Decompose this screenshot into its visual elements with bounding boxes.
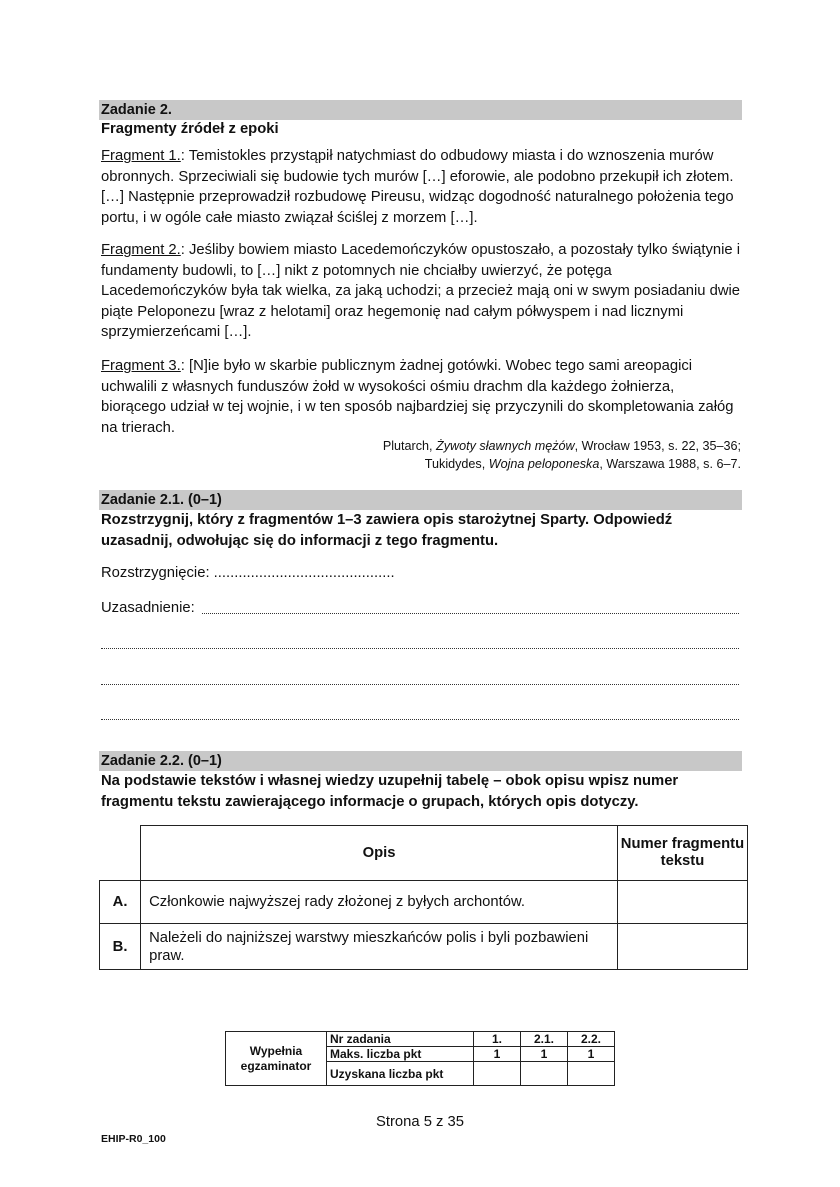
- fragment-label: Fragment 3.: [101, 358, 181, 374]
- source-rest: , Wrocław 1953, s. 22, 35–36;: [574, 439, 741, 453]
- justification-label: Uzasadnienie:: [101, 600, 195, 616]
- row-letter: B.: [100, 924, 141, 970]
- task22-header: Zadanie 2.2. (0–1): [99, 751, 742, 771]
- obtained-points-cell[interactable]: [521, 1062, 568, 1086]
- col-num-header: Numer fragmentu tekstu: [617, 826, 747, 881]
- table-row: [100, 881, 748, 924]
- fragment-text: : Jeśliby bowiem miasto Lacedemończyków opustoszało, a pozostały tylko świątynie i fundamenty budowli, to […] nikt z potomnych nie chciałby uwierzyć, że potęga Lacedemończyków była tak wielka, za jaką uchodzi; a przecież mają oni w swym posiadaniu dwie piąte Peloponezu [wraz z helotami] oraz hegemonię nad całym półwyspem i nad licznymi sprzymierzeńcami […].: [101, 242, 741, 341]
- max-points: 1: [521, 1047, 568, 1062]
- row-desc: Należeli do najniższej warstwy mieszkańców polis i byli pozbawieni praw.: [141, 924, 618, 970]
- page-number: Strona 5 z 35: [375, 1114, 464, 1130]
- obtained-points-cell[interactable]: [568, 1062, 615, 1086]
- justification-line-1[interactable]: [202, 611, 739, 614]
- decision-label: Rozstrzygnięcie:: [101, 565, 214, 581]
- task-number-label: Nr zadania: [327, 1032, 474, 1047]
- fragment-text: : [N]ie było w skarbie publicznym żadnej gotówki. Wobec tego sami areopagici uchwalili z własnych funduszów żołd w wysokości ośmiu drachm dla każdego żołnierza, biorącego udział w tej wojnie, i w ten sposób najbardziej się przyczynili do skompletowania załóg na trierach.: [101, 358, 734, 436]
- table-corner: [100, 826, 141, 881]
- max-points-label: Maks. liczba pkt: [327, 1047, 474, 1062]
- source-author: Tukidydes,: [424, 457, 489, 471]
- grader-label: Wypełnia egzaminator: [226, 1032, 327, 1086]
- task-number: 1.: [474, 1032, 521, 1047]
- grading-table: [225, 1031, 615, 1086]
- source-title: Wojna peloponeska: [488, 457, 600, 471]
- row-desc: Członkowie najwyższej rady złożonej z byłych archontów.: [141, 881, 618, 924]
- obtained-points-label: Uzyskana liczba pkt: [327, 1062, 474, 1086]
- decision-line[interactable]: [101, 563, 395, 583]
- row-letter: A.: [100, 881, 141, 924]
- fragment-1: [101, 146, 741, 228]
- source-1: [383, 437, 741, 455]
- task2-subtitle: Fragmenty źródeł z epoki: [101, 121, 279, 137]
- source-title: Żywoty sławnych mężów: [436, 439, 575, 453]
- obtained-points-cell[interactable]: [474, 1062, 521, 1086]
- fragment-label: Fragment 2.: [101, 242, 181, 258]
- max-points: 1: [568, 1047, 615, 1062]
- source-2: [425, 455, 741, 473]
- col-desc-header: Opis: [141, 826, 618, 881]
- task-number: 2.2.: [568, 1032, 615, 1047]
- fragment-2: [101, 240, 741, 343]
- fragment-label: Fragment 1.: [101, 148, 181, 164]
- fragment-text: : Temistokles przystąpił natychmiast do odbudowy miasta i do wznoszenia murów obronnych. Sprzeciwiali się budowie tych murów […] eforowie, ale podobno przekupił ich złotem. […] Następnie przeprowadził rozbudowę Pireusu, widząc dogodność naturalnego położenia tego portu, i w ogóle całe miasto związał ściślej z morzem […].: [101, 148, 734, 226]
- max-points: 1: [474, 1047, 521, 1062]
- answer-cell[interactable]: [617, 881, 747, 924]
- decision-dots: ............................................: [213, 565, 395, 581]
- answer-cell[interactable]: [617, 924, 747, 970]
- table-row: [100, 924, 748, 970]
- task22-instruction: Na podstawie tekstów i własnej wiedzy uzupełnij tabelę – obok opisu wpisz numer fragmentu tekstu zawierającego informacje o grupach, których opis dotyczy.: [101, 773, 679, 810]
- justification-line-2[interactable]: [101, 646, 739, 649]
- justification-line-4[interactable]: [101, 717, 739, 720]
- justification-line-3[interactable]: [101, 682, 739, 685]
- fragment-3: [101, 356, 741, 438]
- source-rest: , Warszawa 1988, s. 6–7.: [599, 457, 741, 471]
- exam-code: EHIP-R0_100: [101, 1133, 166, 1145]
- task-number: 2.1.: [521, 1032, 568, 1047]
- task2-header: Zadanie 2.: [99, 100, 742, 120]
- source-author: Plutarch,: [382, 439, 437, 453]
- task21-header: Zadanie 2.1. (0–1): [99, 490, 742, 510]
- task21-instruction: Rozstrzygnij, który z fragmentów 1–3 zawiera opis starożytnej Sparty. Odpowiedź uzasadnij, odwołując się do informacji z tego fragmentu.: [101, 512, 673, 549]
- task22-table: [99, 825, 748, 970]
